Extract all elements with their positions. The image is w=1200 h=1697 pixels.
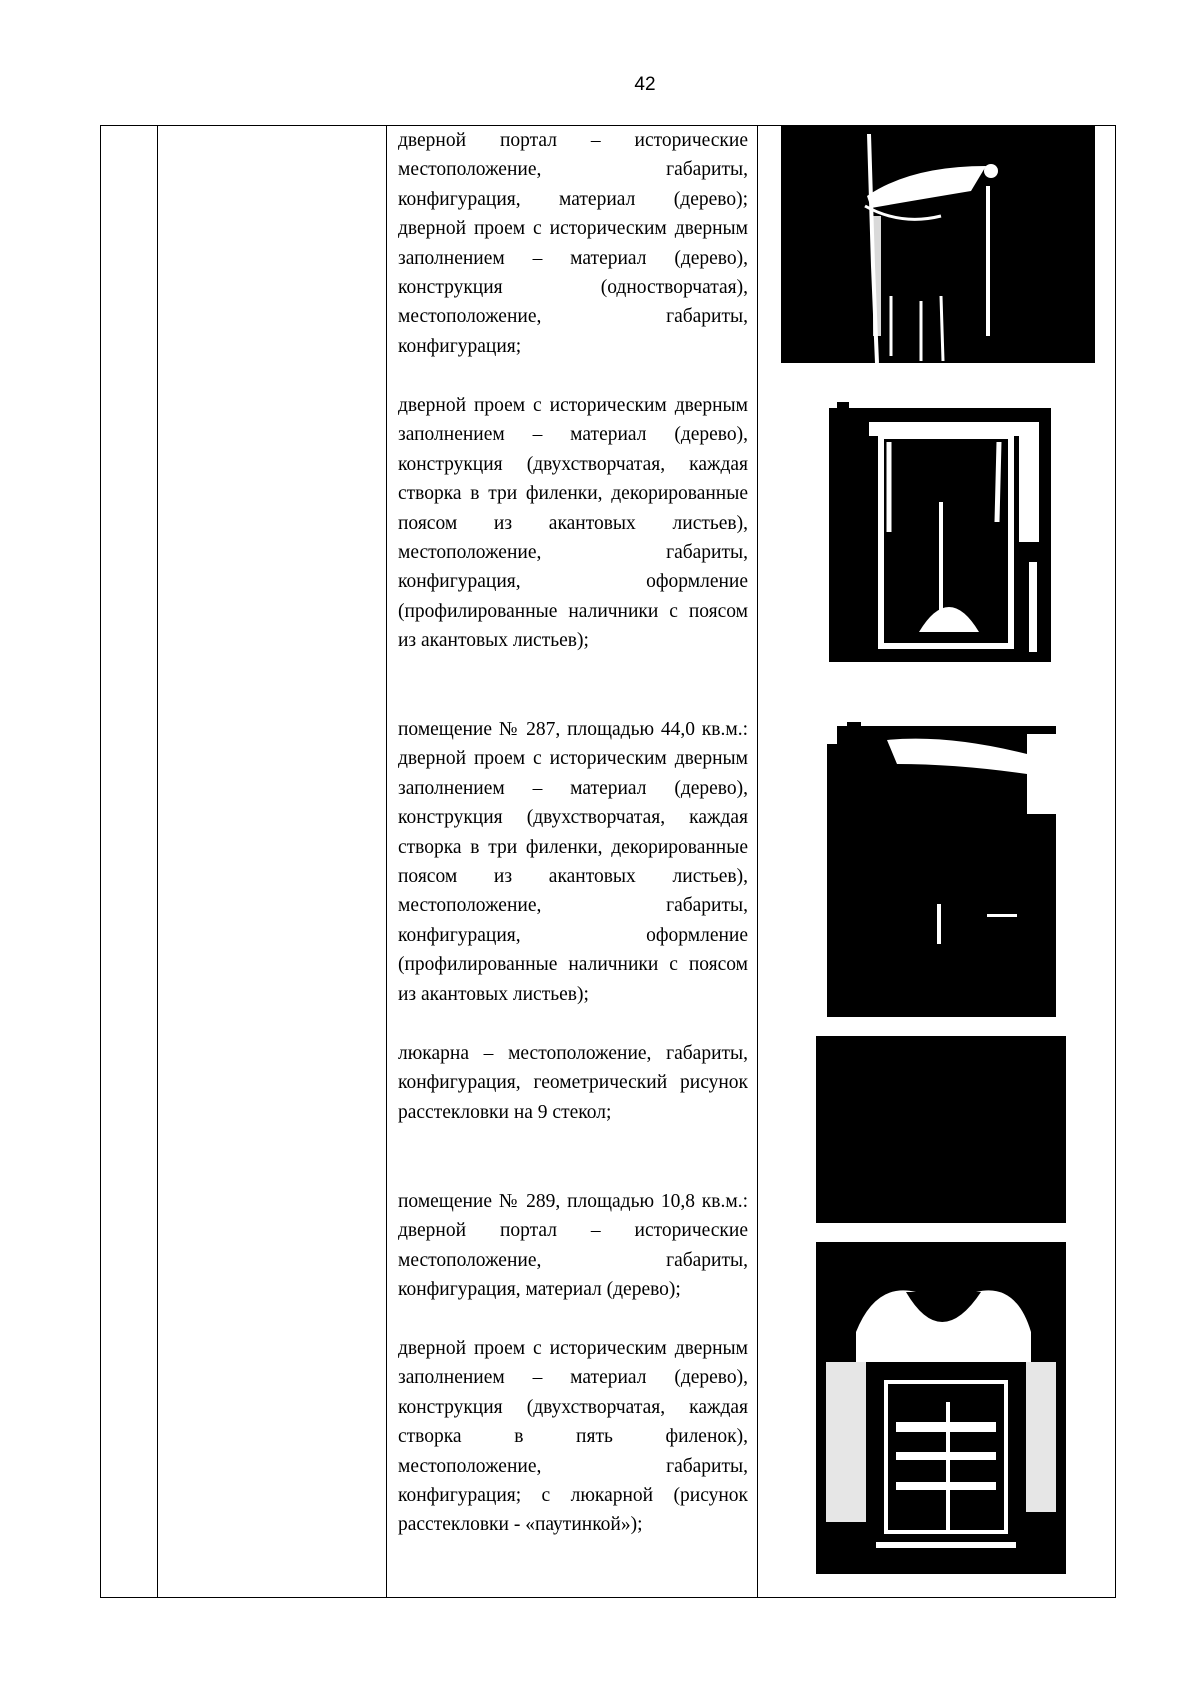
paragraph-double-door: дверной проем с историческим дверным заполнением – материал (дерево), конструкция (двухстворчатая, каждая створка в три филенки, декорированные поясом из акантовых листьев), местоположение, габариты, конфигурация, оформление (профилированные наличники с поясом из акантовых листьев); [398,395,748,652]
paragraph-door-portal: дверной портал – исторические местоположение, габариты, конфигурация, материал (дерево); дверной проем с историческим дверным заполнением – материал (дерево), конструкция (одностворчатая), местоположение, габариты, конфигурация; [398,130,748,357]
paragraph-room-289: помещение № 289, площадью 10,8 кв.м.: дверной портал – исторические местоположение, габариты, конфигурация, материал (дерево); [398,1191,748,1301]
paragraph-room-287: помещение № 287, площадью 44,0 кв.м.: дверной проем с историческим дверным заполнением – материал (дерево), конструкция (двухстворчатая, каждая створка в три филенки, декорированные поясом из акантовых листьев), местоположение, габариты, конфигурация, оформление (профилированные наличники с поясом из акантовых листьев); [398,719,748,1005]
paragraph-double-door-lucarne: дверной проем с историческим дверным заполнением – материал (дерево), конструкция (двухстворчатая, каждая створка в пять филенок), местоположение, габариты, конфигурация; с люкарной (рисунок расстекловки - «паутинкой»); [398,1338,748,1536]
room-289-door-photo [816,1242,1066,1574]
lucarne-photo [816,1036,1066,1223]
double-door-photo [829,382,1051,676]
paragraph-lucarne: люкарна – местоположение, габариты, конфигурация, геометрический рисунок расстекловки на 9 стекол; [398,1043,748,1123]
column-divider [757,126,758,1597]
room-287-door-photo [827,714,1056,1017]
page-number: 42 [634,74,656,95]
column-divider [157,126,158,1597]
door-portal-photo [781,126,1095,363]
column-divider [386,126,387,1597]
